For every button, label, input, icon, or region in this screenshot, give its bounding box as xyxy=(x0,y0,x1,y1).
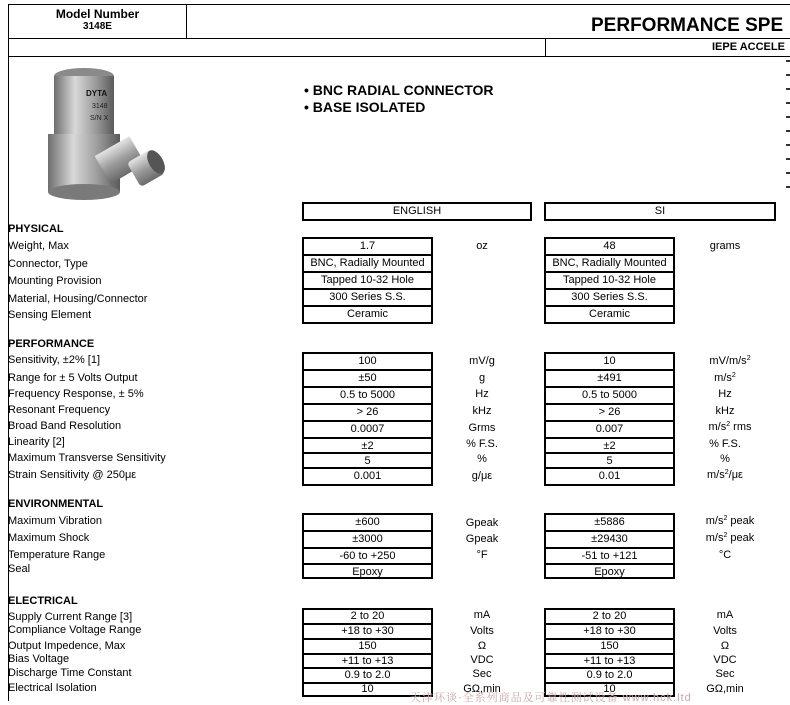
model-number-value: 3148E xyxy=(83,21,112,32)
row-label: Resonant Frequency xyxy=(8,404,111,416)
si-value: 300 Series S.S. xyxy=(544,288,675,305)
row-label: Electrical Isolation xyxy=(8,682,97,694)
english-value: +11 to +13 xyxy=(302,653,433,668)
english-unit: GΩ,min xyxy=(463,683,501,695)
english-value: 0.0007 xyxy=(302,420,433,437)
english-unit: oz xyxy=(476,240,488,252)
row-label: Sensing Element xyxy=(8,309,92,321)
row-label: Material, Housing/Connector xyxy=(8,293,148,305)
section-physical: PHYSICAL xyxy=(8,223,64,235)
si-value: Epoxy xyxy=(544,563,675,579)
feature-base-isolated: • BASE ISOLATED xyxy=(304,99,426,115)
model-number-label: Model Number xyxy=(55,7,140,21)
model-number-box xyxy=(8,4,187,39)
row-label: Compliance Voltage Range xyxy=(8,624,142,636)
english-value: 0.001 xyxy=(302,467,433,486)
svg-text:S/N X: S/N X xyxy=(90,115,109,122)
row-label: Frequency Response, ± 5% xyxy=(8,388,144,400)
english-value: 150 xyxy=(302,638,433,653)
row-label: Temperature Range xyxy=(8,549,106,561)
si-unit: Ω xyxy=(720,640,730,652)
si-unit: % xyxy=(720,453,730,465)
si-value: +18 to +30 xyxy=(544,623,675,638)
row-label: Maximum Shock xyxy=(8,532,90,544)
si-unit: kHz xyxy=(715,405,735,417)
si-value: > 26 xyxy=(544,403,675,420)
english-value: > 26 xyxy=(302,403,433,420)
section-environmental: ENVIRONMENTAL xyxy=(8,498,104,510)
si-unit: $m/s^2$ rms xyxy=(708,421,752,433)
row-label: Weight, Max xyxy=(8,240,69,252)
si-value: 2 to 20 xyxy=(544,608,675,623)
subtitle-box xyxy=(8,38,546,57)
english-value: BNC, Radially Mounted xyxy=(302,254,433,271)
si-unit: $mV/m/s^2$ xyxy=(709,355,751,367)
english-unit: VDC xyxy=(470,654,494,666)
si-unit: grams xyxy=(709,240,741,252)
english-unit: mV/g xyxy=(469,355,495,367)
si-unit: Hz xyxy=(718,388,732,400)
si-value: 0.9 to 2.0 xyxy=(544,667,675,682)
row-label: Range for ± 5 Volts Output xyxy=(8,372,138,384)
si-value: Ceramic xyxy=(544,305,675,324)
english-value: 1.7 xyxy=(302,237,433,254)
subtitle-box-right xyxy=(545,38,790,57)
si-unit: mA xyxy=(716,609,734,621)
right-edge-marks xyxy=(786,60,790,200)
english-value: 0.5 to 5000 xyxy=(302,386,433,403)
si-value: 0.01 xyxy=(544,467,675,486)
english-value: Epoxy xyxy=(302,563,433,579)
row-label: Output Impedence, Max xyxy=(8,640,126,652)
row-label: Maximum Transverse Sensitivity xyxy=(8,452,166,464)
english-value: 0.9 to 2.0 xyxy=(302,667,433,682)
row-label: Bias Voltage xyxy=(8,653,70,665)
section-electrical: ELECTRICAL xyxy=(8,595,78,607)
english-value: 5 xyxy=(302,452,433,469)
watermark: 天津环谈·全系列商品及可靠性测试设备 www.hck.ltd xyxy=(410,692,692,704)
row-label: Seal xyxy=(8,563,31,575)
row-label: Broad Band Resolution xyxy=(8,420,122,432)
product-image xyxy=(40,64,170,204)
si-value: 0.5 to 5000 xyxy=(544,386,675,403)
accelerometer-icon xyxy=(40,64,170,204)
english-value: -60 to +250 xyxy=(302,547,433,564)
section-performance: PERFORMANCE xyxy=(8,338,95,350)
si-unit: $m/s^2$ peak xyxy=(705,515,755,527)
feature-bnc: • BNC RADIAL CONNECTOR xyxy=(304,82,494,98)
page-title: PERFORMANCE SPE xyxy=(591,15,784,36)
english-value: ±600 xyxy=(302,513,433,530)
english-value: 300 Series S.S. xyxy=(302,288,433,305)
english-unit: Gpeak xyxy=(465,517,499,529)
si-value: +11 to +13 xyxy=(544,653,675,668)
si-value: ±2 xyxy=(544,437,675,454)
si-value: Tapped 10-32 Hole xyxy=(544,271,675,288)
si-value: 150 xyxy=(544,638,675,653)
si-value: 5 xyxy=(544,452,675,469)
english-unit: kHz xyxy=(472,405,492,417)
english-unit: °F xyxy=(476,549,488,561)
svg-text:3148: 3148 xyxy=(92,103,108,110)
english-value: Ceramic xyxy=(302,305,433,324)
row-label: Discharge Time Constant xyxy=(8,667,132,679)
si-value: ±29430 xyxy=(544,530,675,547)
si-unit: Volts xyxy=(713,625,737,637)
english-value: 2 to 20 xyxy=(302,608,433,623)
si-unit: $m/s^2$ peak xyxy=(705,532,755,544)
english-value: 100 xyxy=(302,352,433,369)
si-value: 10 xyxy=(544,352,675,369)
english-value: ±3000 xyxy=(302,530,433,547)
si-value: ±5886 xyxy=(544,513,675,530)
english-unit: Grms xyxy=(468,422,496,434)
english-value: ±2 xyxy=(302,437,433,454)
english-value: 10 xyxy=(302,682,433,697)
english-unit: g xyxy=(478,372,486,384)
english-unit: Gpeak xyxy=(465,533,499,545)
english-unit: Sec xyxy=(472,668,492,680)
si-value: BNC, Radially Mounted xyxy=(544,254,675,271)
english-value: Tapped 10-32 Hole xyxy=(302,271,433,288)
title-box xyxy=(186,4,790,39)
row-label: Mounting Provision xyxy=(8,275,102,287)
english-unit: Ω xyxy=(477,640,487,652)
si-unit: $m/s^2$ xyxy=(714,372,736,384)
si-unit: $m/s^2/\mu\varepsilon$ xyxy=(707,469,743,481)
row-label: Sensitivity, ±2% [1] xyxy=(8,354,101,366)
si-value: -51 to +121 xyxy=(544,547,675,564)
row-label: Maximum Vibration xyxy=(8,515,102,527)
si-unit: °C xyxy=(718,549,732,561)
si-unit: VDC xyxy=(713,654,737,666)
row-label: Supply Current Range [3] xyxy=(8,611,133,623)
svg-text:DYTA: DYTA xyxy=(86,89,108,98)
row-label: Connector, Type xyxy=(8,258,88,270)
si-unit: % F.S. xyxy=(709,438,741,450)
row-label: Linearity [2] xyxy=(8,436,65,448)
si-value: 48 xyxy=(544,237,675,254)
si-unit: GΩ,min xyxy=(706,683,744,695)
english-unit: Hz xyxy=(475,388,489,400)
english-unit: % xyxy=(477,453,487,465)
si-unit: Sec xyxy=(715,668,735,680)
si-value: ±491 xyxy=(544,369,675,386)
column-header-english: ENGLISH xyxy=(302,202,532,221)
row-label: Strain Sensitivity @ 250με xyxy=(8,469,137,481)
page-subtitle: IEPE ACCELE xyxy=(712,41,785,53)
english-unit: % F.S. xyxy=(466,438,498,450)
english-unit: Volts xyxy=(470,625,494,637)
english-value: ±50 xyxy=(302,369,433,386)
english-value: +18 to +30 xyxy=(302,623,433,638)
column-header-si: SI xyxy=(544,202,776,221)
english-unit: mA xyxy=(473,609,491,621)
si-value: 10 xyxy=(544,682,675,697)
english-unit: g/με xyxy=(471,470,493,482)
si-value: 0.007 xyxy=(544,420,675,437)
